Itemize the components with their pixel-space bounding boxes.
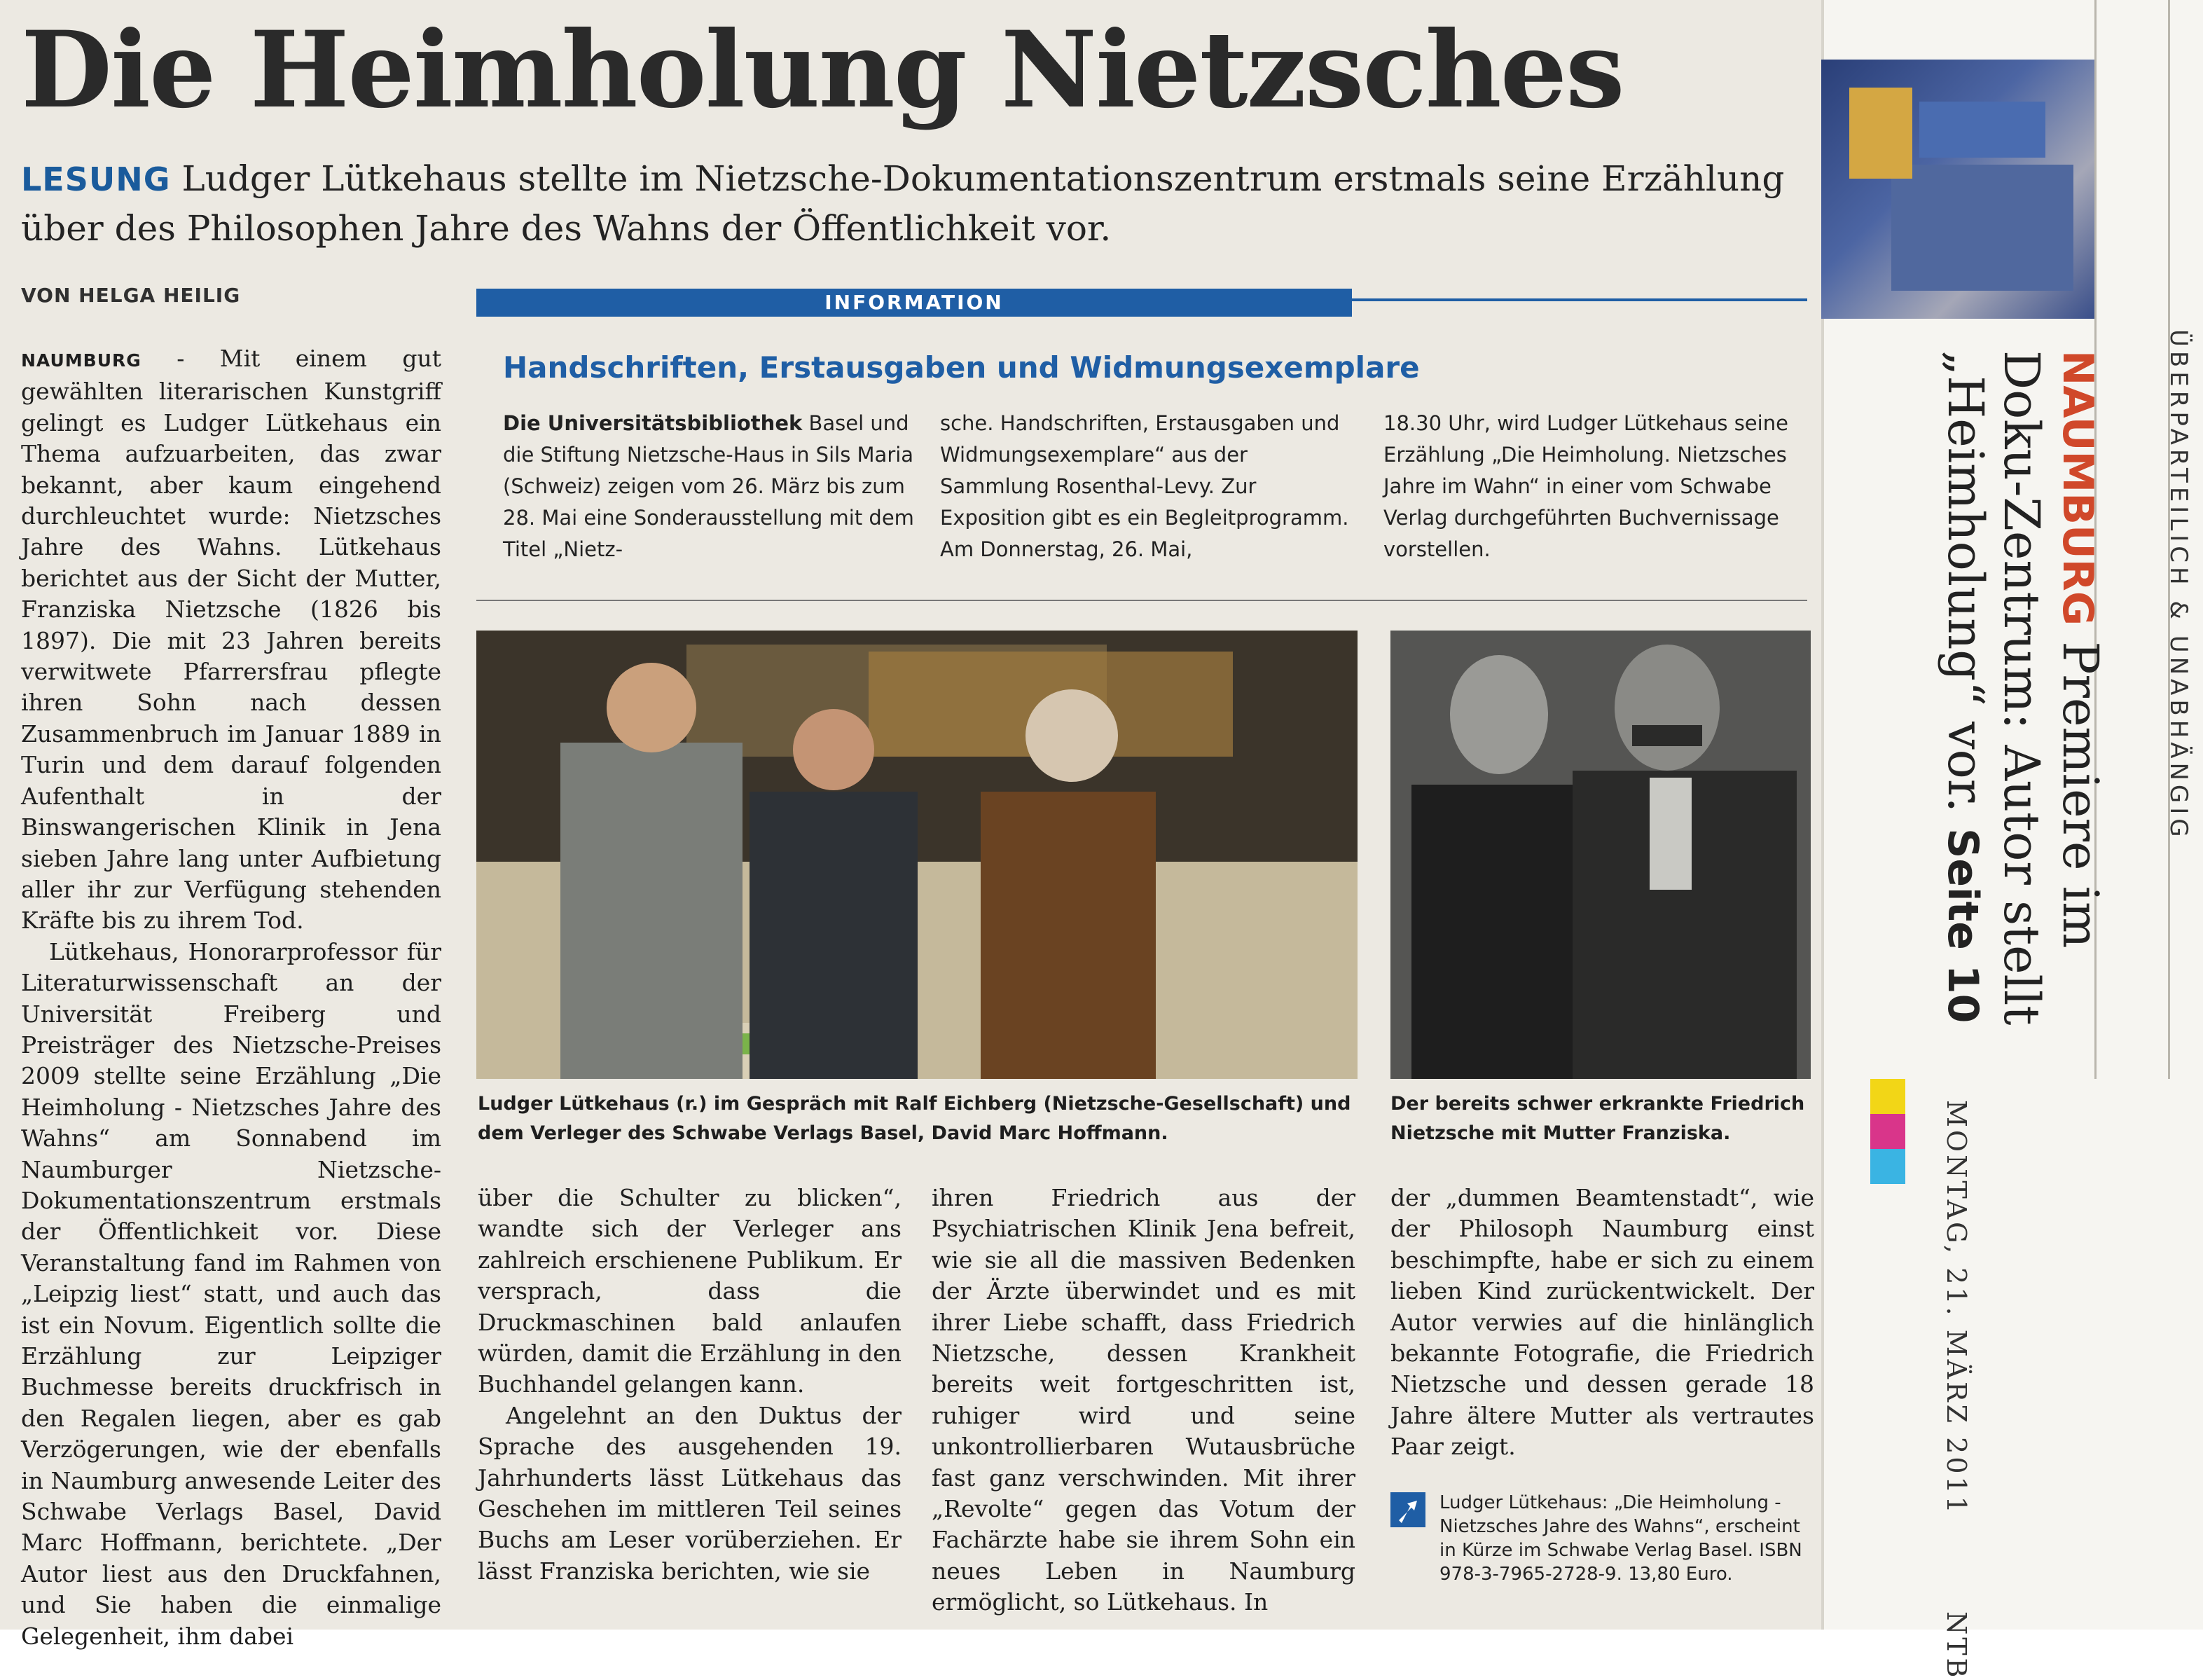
teaser-kicker: NAUMBURG bbox=[2053, 350, 2102, 626]
strip-photo-window bbox=[1849, 88, 1912, 179]
subhead-text: Ludger Lütkehaus stellte im Nietzsche-Dokumentationszentrum erstmals seine Erzählung über des Philosophen Jahre des Wahns der Öffentlichkeit vor. bbox=[21, 158, 1785, 249]
article-column-4 bbox=[1390, 1183, 1814, 1463]
issue-date bbox=[1941, 1100, 1972, 1680]
article-paragraph: Lütkehaus, Honorarprofessor für Literaturwissenschaft an der Universität Freiberg und Preisträger des Nietzsche-Preises 2009 stellte seine Erzählung „Die Heimholung - Nietzsches Jahre des Wahns“ am Sonnabend im Naumburger Nietzsche-Dokumentationszentrum erstmals der Öffentlichkeit vor. Diese Veranstaltung fand im Rahmen von „Leipzig liest“ statt, und auch das ist ein Novum. Eigentlich sollte die Erzählung zur Leipziger Buchmesse bereits druckfrisch in den Regalen liegen, aber es gab Verzögerungen, wie der ebenfalls in Naumburg anwesende Leiter des Schwabe Verlags Basel, David Marc Hoffmann, berichtete. „Der Autor liest aus den Druckfahnen, und Sie haben die einmalige Gelegenheit, ihm dabei bbox=[21, 937, 441, 1650]
color-mark-magenta bbox=[1870, 1114, 1905, 1149]
article-column-2 bbox=[478, 1183, 902, 1587]
teaser-text: Premiere im bbox=[2052, 641, 2109, 949]
article-paragraph bbox=[21, 343, 441, 937]
strip-photo-window bbox=[1919, 102, 2045, 158]
teaser-page-ref: Seite 10 bbox=[1938, 828, 1987, 1024]
article-paragraph: ihren Friedrich aus der Psychiatrischen Klinik Jena befreit, wie sie all die massiven Bedenken der Ärzte überwindet und es mit ihrer Liebe schafft, dass Friedrich Nietzsche, dessen Krankheit bereits weit fortgeschritten ist, ruhiger wird und seine unkontrollierbaren Wutausbrüche fast ganz verschwinden. Mit ihrer „Revolte“ gegen das Votum der Fachärzte habe sie ihrem Sohn ein neues Leben in Naumburg ermöglicht, so Lütkehaus. In bbox=[932, 1184, 1355, 1616]
issue-date-text: MONTAG, 21. MÄRZ 2011 bbox=[1941, 1100, 1972, 1516]
article-text: - Mit einem gut gewählten literarischen Kunstgriff gelingt es Ludger Lütkehaus ein Thema aufzuarbeiten, das zwar bekannt, aber kaum eingehend durchleuchtet wurde: Nietzsches Jahre des Wahns. Lütkehaus berichtet aus der Sicht der Mutter, Franziska Nietzsche (1826 bis 1897). Die mit 23 Jahren bereits verwitwete Pfarrersfrau pflegte ihren Sohn nach dessen Zusammenbruch im Januar 1889 in Turin und dem darauf folgenden Aufenthalt in der Binswangerischen Klinik in Jena sieben Jahre lang unter Aufbietung aller ihr zur Verfügung stehenden Kräfte bis zu ihrem Tod. bbox=[21, 345, 441, 935]
teaser-line bbox=[1935, 350, 1994, 1025]
subhead-kicker: LESUNG bbox=[21, 160, 171, 198]
article-paragraph: über die Schulter zu blicken“, wandte sich der Verleger ans zahlreich erschienene Publikum. Er versprach, dass die Druckmaschinen bald anlaufen würden, damit die Erzählung in den Buchhandel gelangen kann. bbox=[478, 1184, 902, 1398]
historic-photo-illustration bbox=[1390, 631, 1811, 1079]
subheadline bbox=[21, 154, 1800, 253]
strip-photo-building bbox=[1891, 165, 2073, 291]
info-title: Handschriften, Erstausgaben und Widmungsexemplare bbox=[503, 350, 1420, 385]
strip-photo bbox=[1821, 60, 2094, 319]
article-column-1 bbox=[21, 343, 441, 1652]
strip-teaser bbox=[1935, 350, 2108, 1025]
historic-photo bbox=[1390, 631, 1811, 1079]
paper-name: NTB bbox=[1941, 1611, 1972, 1680]
teaser-line bbox=[2050, 350, 2108, 1025]
headline: Die Heimholung Nietzsches bbox=[21, 8, 1624, 132]
print-color-marks bbox=[1870, 1079, 1905, 1184]
article-paragraph: der „dummen Beamtenstadt“, wie der Philosoph Naumburg einst beschimpfte, habe er sich zu einem lieben Kind zurückentwickelt. Der Autor verwies auf die hinlänglich bekannte Fotografie, die Friedrich Nietzsche und dessen gerade 18 Jahre ältere Mutter als vertrautes Paar zeigt. bbox=[1390, 1184, 1814, 1461]
info-bar-line bbox=[1352, 298, 1807, 301]
info-column-1 bbox=[503, 408, 923, 565]
info-label: INFORMATION bbox=[476, 289, 1352, 317]
book-ref-icon bbox=[1390, 1492, 1425, 1527]
event-photo bbox=[476, 631, 1358, 1079]
book-reference-text: Ludger Lütkehaus: „Die Heimholung - Nietzsches Jahre des Wahns“, erscheint in Kürze im Schwabe Verlag Basel. ISBN 978-3-7965-2728-9. 13,80 Euro. bbox=[1439, 1492, 1802, 1585]
book-reference bbox=[1390, 1491, 1818, 1586]
info-column-2: sche. Handschriften, Erstausgaben und Widmungsexemplare“ aus der Sammlung Rosenthal-Levy. Zur Exposition gibt es ein Begleitprogramm. Am Donnerstag, 26. Mai, bbox=[940, 411, 1349, 561]
paper-slogan: ÜBERPARTEILICH & UNABHÄNGIG bbox=[2164, 329, 2192, 841]
article-paragraph: Angelehnt an den Duktus der Sprache des ausgehenden 19. Jahrhunderts lässt Lütkehaus das Geschehen im mittleren Teil seines Buchs am Leser vorüberziehen. Er lässt Franziska berichten, wie sie bbox=[478, 1401, 902, 1585]
info-col1-lead: Die Universitätsbibliothek bbox=[503, 411, 803, 435]
info-rule bbox=[476, 600, 1807, 601]
photo-caption: Ludger Lütkehaus (r.) im Gespräch mit Ralf Eichberg (Nietzsche-Gesellschaft) und dem Verleger des Schwabe Verlags Basel, David Marc Hoffmann. bbox=[478, 1093, 1351, 1144]
photo-caption: Der bereits schwer erkrankte Friedrich Nietzsche mit Mutter Franziska. bbox=[1390, 1093, 1805, 1144]
article-column-3 bbox=[932, 1183, 1355, 1618]
byline: VON HELGA HEILIG bbox=[21, 284, 241, 307]
color-mark-yellow bbox=[1870, 1079, 1905, 1114]
teaser-line: Doku-Zentrum: Autor stellt bbox=[1993, 350, 2050, 1026]
dateline: NAUMBURG bbox=[21, 350, 141, 371]
event-photo-illustration bbox=[476, 631, 1358, 1079]
info-column-3: 18.30 Uhr, wird Ludger Lütkehaus seine Erzählung „Die Heimholung. Nietzsches Jahre im Wahn“ in einer vom Schwabe Verlag durchgeführten Buchvernissage vorstellen. bbox=[1383, 411, 1788, 561]
info-col1-text: Basel und die Stiftung Nietzsche-Haus in Sils Maria (Schweiz) zeigen vom 26. März bis zum 28. Mai eine Sonderausstellung mit dem Titel „Nietz- bbox=[503, 411, 914, 561]
color-mark-cyan bbox=[1870, 1149, 1905, 1184]
teaser-text: „Heimholung“ vor. bbox=[1937, 350, 1994, 813]
info-bar bbox=[476, 289, 1807, 319]
